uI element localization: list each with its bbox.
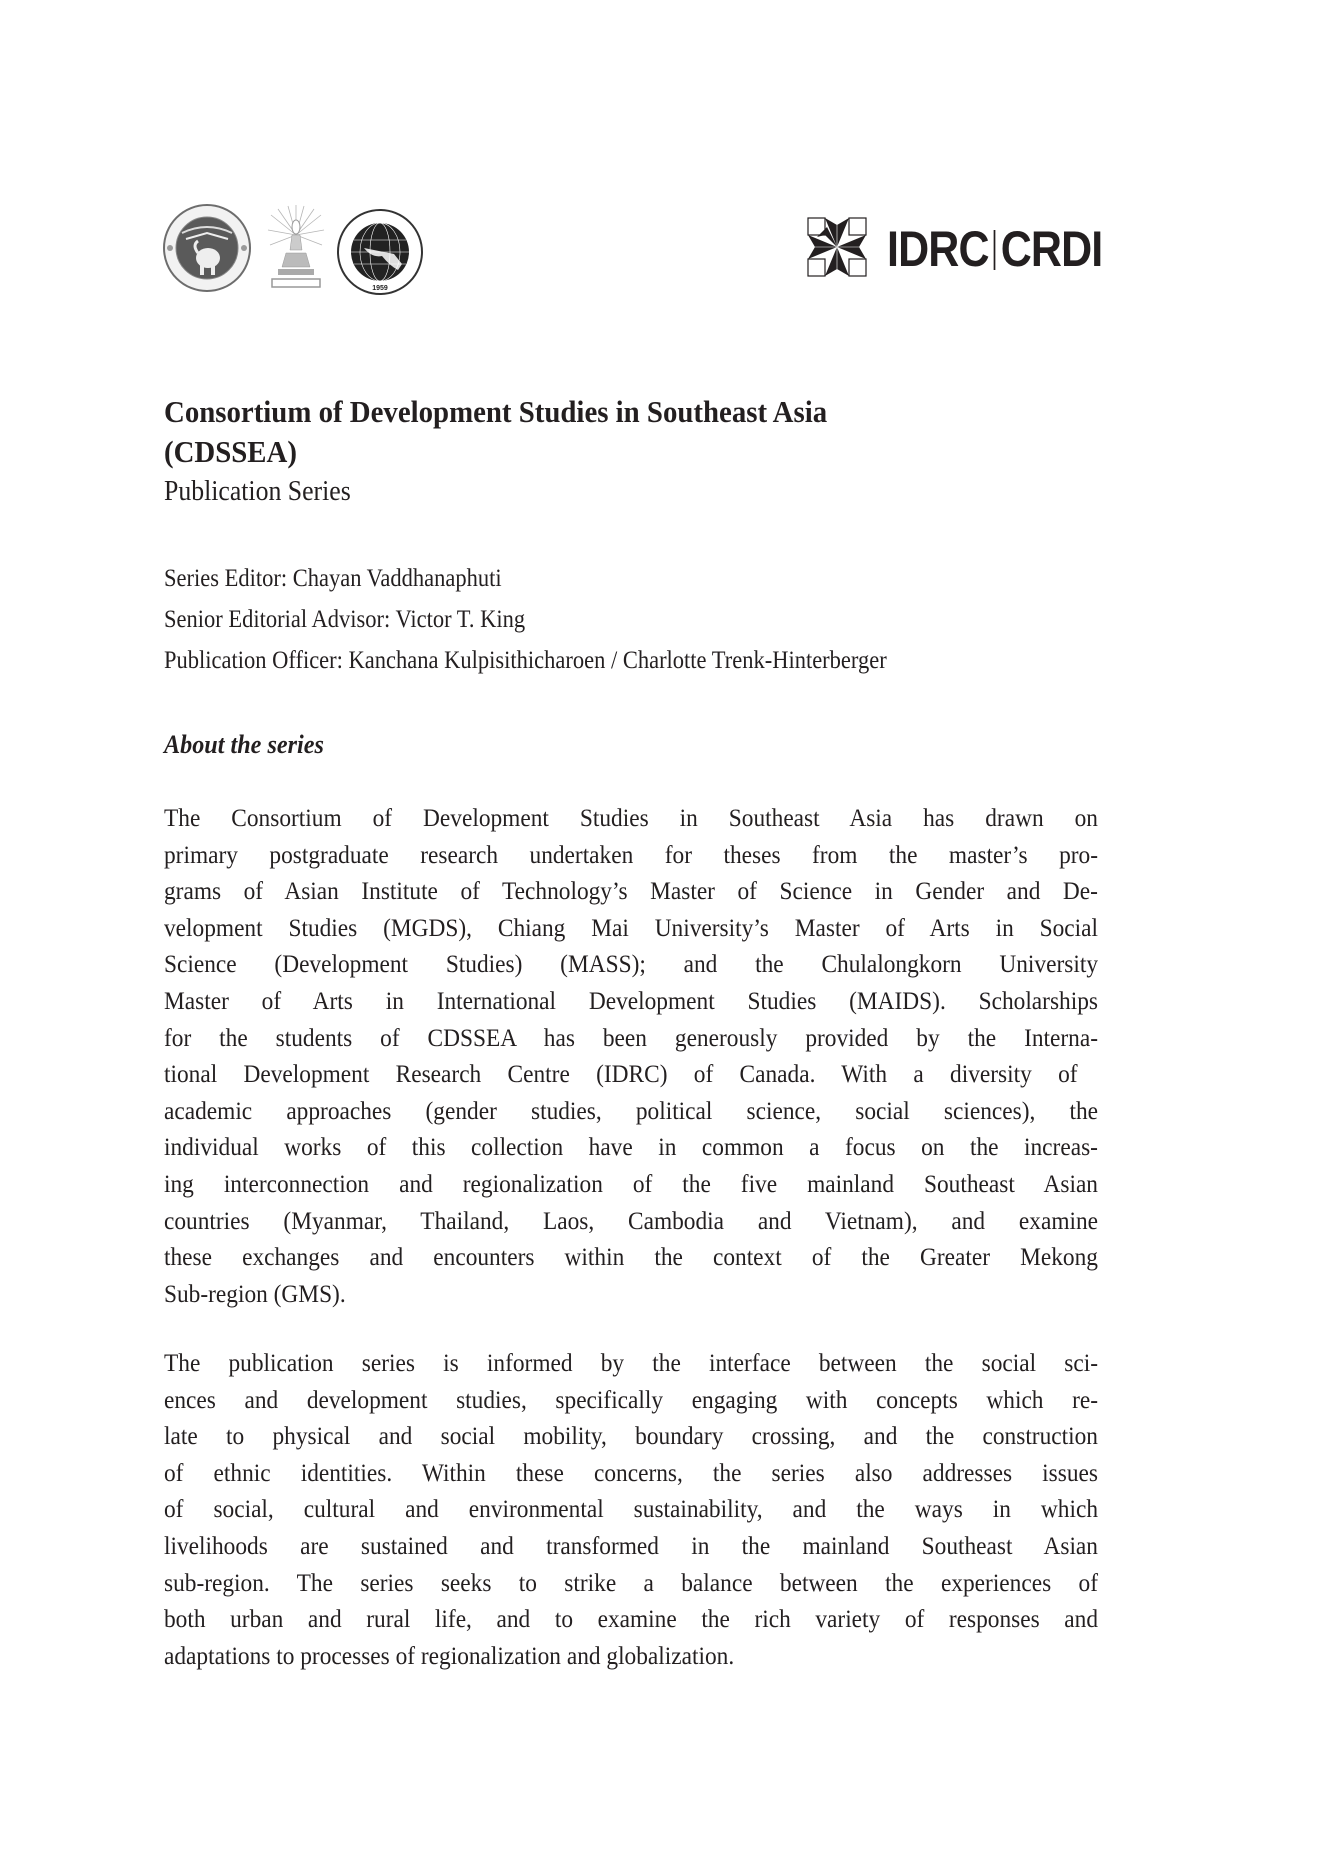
paragraph-line: velopment Studies (MGDS), Chiang Mai University’s Master of Arts in Social — [164, 913, 1099, 942]
paragraph-line: countries (Myanmar, Thailand, Laos, Cambodia and Vietnam), and examine — [164, 1206, 1099, 1235]
paragraph-line: individual works of this collection have in common a focus on the increas- — [164, 1133, 1098, 1162]
paragraph-line: ences and development studies, specifically engaging with concepts which re- — [164, 1385, 1099, 1414]
senior-editorial-advisor: Senior Editorial Advisor: Victor T. King — [164, 606, 526, 633]
paragraph-line: primary postgraduate research undertaken for theses from the master’s pro- — [164, 840, 1099, 869]
idrc-star-icon — [807, 217, 867, 277]
paragraph-line: Sub-region (GMS). — [164, 1279, 346, 1308]
paragraph-line: tional Development Research Centre (IDRC) of Canada. With a diversity of — [164, 1060, 1078, 1089]
ait-year: 1959 — [372, 285, 388, 292]
page-title: Consortium of Development Studies in Southeast Asia — [164, 394, 828, 429]
idrc-crdi-logo — [807, 217, 1103, 279]
paragraph-line: ing interconnection and regionalization of the five mainland Southeast Asian — [164, 1169, 1099, 1198]
paragraph-line: academic approaches (gender studies, political science, social sciences), the — [164, 1096, 1099, 1125]
paragraph-line: The publication series is informed by the interface between the social sci- — [164, 1349, 1099, 1377]
paragraph-line: The Consortium of Development Studies in Southeast Asia has drawn on — [164, 804, 1098, 832]
logo-separator — [994, 230, 996, 270]
idrc-label: IDRC — [887, 221, 989, 277]
publication-officer: Publication Officer: Kanchana Kulpisithicharoen / Charlotte Trenk-Hinterberger — [164, 647, 887, 674]
paragraph-line: of social, cultural and environmental sustainability, and the ways in which — [164, 1495, 1099, 1524]
about-paragraph-2 — [164, 1345, 1098, 1674]
paragraph-line: of ethnic identities. Within these concerns, the series also addresses issues — [164, 1458, 1098, 1487]
paragraph-line: sub-region. The series seeks to strike a balance between the experiences of — [164, 1568, 1098, 1597]
chulalongkorn-emblem-icon — [266, 205, 326, 295]
section-heading: About the series — [164, 730, 324, 759]
chiang-mai-university-seal-icon — [162, 203, 252, 293]
paragraph-line: for the students of CDSSEA has been generously provided by the Interna- — [164, 1023, 1098, 1052]
paragraph-line: Master of Arts in International Development Studies (MAIDS). Scholarships — [164, 986, 1098, 1015]
paragraph-line: both urban and rural life, and to examine the rich variety of responses and — [164, 1605, 1099, 1634]
paragraph-line: livelihoods are sustained and transformed in the mainland Southeast Asian — [164, 1531, 1098, 1560]
editorial-credits — [164, 558, 1164, 681]
series-editor: Series Editor: Chayan Vaddhanaphuti — [164, 565, 502, 592]
paragraph-line: adaptations to processes of regionalization and globalization. — [164, 1641, 735, 1670]
about-paragraph-1 — [164, 800, 1098, 1312]
paragraph-line: late to physical and social mobility, boundary crossing, and the construction — [164, 1422, 1098, 1451]
paragraph-line: Science (Development Studies) (MASS); and the Chulalongkorn University — [164, 950, 1099, 979]
paragraph-line: grams of Asian Institute of Technology’s Master of Science in Gender and De- — [164, 877, 1098, 906]
asian-institute-of-technology-seal-icon — [336, 208, 424, 296]
series-heading — [164, 392, 1164, 512]
page-title-acronym: (CDSSEA) — [164, 434, 297, 469]
crdi-label: CRDI — [1000, 221, 1103, 277]
page-subtitle: Publication Series — [164, 476, 351, 507]
paragraph-line: these exchanges and encounters within the context of the Greater Mekong — [164, 1243, 1098, 1272]
